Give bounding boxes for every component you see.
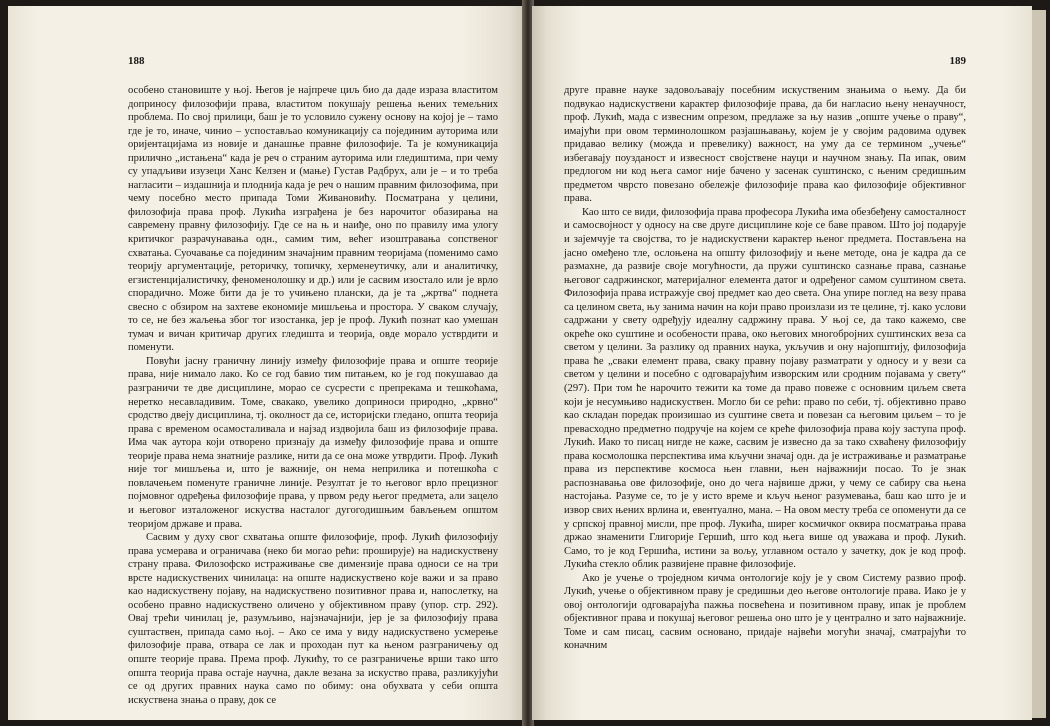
right-paragraph-3: Ако је учење о троједном кичма онтологије коју је у свом Систему развио проф. Лукић, учење о објективном праву је средишњи део његове онтологије права. Иако је у овој онтологији одговарајућа пажња посвећена и позитивном праву, ипак је проблем објективног права и покушај његовог решења оно што је у централно и зато најважније. Томе и сам писац, сасвим основано, придаје највећи могући значај, сматрајући то коначним <box>564 572 966 652</box>
left-paragraph-3: Сасвим у духу свог схватања опште филозофије, проф. Лукић филозофију права усмерава и ограничава (неко би могао рећи: проширује) на надискуствену страну права. Филозофско истраживање све димензије права односи се на три врсте надискуствених чинилаца: на опште надискуствено које важи и за право као надискуствену појаву, на надискуствено позитивног права и, напослетку, на особено правно надискуствено оличено у објективном праву (упор. стр. 292). Овај трећи чинилац је, разумљиво, најзначајнији, јер је за филозофију права суштаствен, припада само њој. – Ако се има у виду надискуствено усмерење филозофије права, отвара се лак и проходан пут ка њеном разграничењу од опште теорије права. Према проф. Лукићу, то се разграничење врши тако што општа теорија права остаје научна, дакле везана за искуство права, разликујући се од других правних наука само по обиму: она обухвата у себи општа искуствена знања о праву, док се <box>128 532 498 706</box>
left-paragraph-2: Повући јасну граничну линију између филозофије права и опште теорије права, није нимало лако. Ко се год бавио тим питањем, ко је год покушавао да разграничи те две дисциплине, морао се сусрести с препрекама и тешкоћама, неретко несавладивим. Томе, свакако, увелико доприноси природно, „крвно“ сродство двеју дисциплина, тј. околност да се, историјски гледано, општа теорија права с временом осамосталивала и најзад издвојила баш из филозофије права. Има чак аутора који отворено признају да између филозофије права и опште теорије права нема знатније разлике, нити да се она може утврдити. Проф. Лукић није тог мишљења и, што је важније, он нема неприлика и потешкоћа с повлачењем поменуте граничне линије. Резултат је то његовог врло прецизног појмовног одређења филозофије права, у првом реду његог предмета, али зацело и његовог изталоженог искуства насталог дугогодишњим бављењем општом теоријом државе и права. <box>128 355 498 530</box>
left-page <box>8 6 524 720</box>
right-paragraph-1: друге правне науке задовољавају посебним искуственим знањима о њему. Да би подвукао надискуствени карактер филозофије права, да би нагласио њену ненаучност, проф. Лукић, мада с извесним опрезом, предлаже за њу назив „опште учење о праву“, имајући при овом терминолошком разјашњавању, којем је у својим радовима одувек придавао велику (можда и превелику) важност, на уму да се термином „учење“ избегавају поузданост и извесност својствене науци и научном знању. Па ипак, овим предлогом ни код њега самог није бачено у засенак суштинско, с њеним средишњим предметом чврсто повезано обележје филозофије права као филозофије објективног права. <box>564 85 966 205</box>
right-page <box>532 6 1032 720</box>
page-number-left: 188 <box>128 55 145 67</box>
left-paragraph-1: особено становиште у њој. Његов је најпрече циљ био да даде израза властитом доприносу филозофији права, властитом покушају решења њених темељних проблема. По свој прилици, баш је то условило сужену основу на којој је – тамо где је то, иначе, чинио – успостављао комуникацију са појединим ауторима или оријентацијама из новије и данашње правне филозофије. Та је комуникација прилично „истањена“ када је реч о страним ауторима или гледиштима, при чему су упадљиви изузеци Ханс Келзен и (мање) Густав Радбрух, али је – и то треба нагласити – издашнија и плоднија када је реч о нашим правним филозофима, при чему посебно место припада Томи Живановићу. Посматрана у целини, филозофија права проф. Лукића изграђена је без нарочитог обазирања на савремену правну филозофију. Где се на њ и наиђе, оно по правилу има улогу критичког разрачунавања одн., самим тим, већег изоштравања сопственог схватања. Суочавање са појединим значајним правним теоријама (поменимо само теорију аргументације, реторичку, топичку, херменеутичку, али и аналитичку, егзистенцијалистичку, феноменолошку и др.) или је сасвим изостало или је врло спорадично. Може бити да је то учињено плански, да је та „жртва“ поднета свесно с обзиром на захтеве економије мишљења и простора. У сваком случају, то се, не без жаљења због тог изостанка, јер је проф. Лукић познат као умешан тумач и вичан критичар других гледишта и теорија, овде морало устврдити и поменути. <box>128 85 498 354</box>
right-paragraph-2: Као што се види, филозофија права професора Лукића има обезбеђену самосталност и самосвојност у односу на све друге дисциплине које се баве правом. Што јој подарује и зајемчује та својства, то је надискуствени карактер њеног предмета. Постављена на јасно омеђено тле, ослоњена на општу филозофију и њене методе, она је кадра да се размахне, да развије своје могућности, да пружи суштинско сазнање права, сазнање његовог садржинског, материјалног елемента датог и одређеног самом суштином света. Филозофија права истражује свој предмет као део света. Она упире поглед на везу права са целином света, њу занима начин на који право произлази из те целине, тј. како услови садржани у свету одређују идеалну садржину права. У њој се, да тако кажемо, све окреће око суштине и особености права, око његових многобројних суштинских веза са светом у целини. За разлику од правних наука, укључив и ону најопштију, филозофија права ће „сваки елемент права, сваку правну појаву разматрати у односу и у вези са светом у целини и посебно с одговарајућим изворским или сродним појавама у свету“ (297). При том ће нарочито тежити ка томе да право повеже с основним циљем света који је несумњиво надискуствен. Могло би се рећи: право по себи, тј. објективно право као складан поредак произишао из суштине света и повезан са његовим циљем – то је превасходно предметно подручје на којем се креће филозофија права коју заступа проф. Лукић. Иако то писац нигде не каже, сасвим је извесно да за тако схваћену филозофију права космолошка перспектива има кључни значај одн. да је истраживање и разматрање права из перспективе космоса њен главни, њен најважнији посао. То је знак распознавања ове филозофије, оно до чега највише држи, у чему се сабиру сва њена настојања. Разуме се, то је у исто време и кључ њеног разумевања, баш као што је и извор свих њених врлина и, евентуално, мана. – На овом месту треба се опоменути да се у српској правној мисли, пре проф. Лукића, ширег космичког оквира посматрања права држао знаменити Глигорије Гершић, што код њега више од уважава и проф. Лукић. Само, то је код Гершића, истини за вољу, углавном остало у зачетку, док је код проф. Лукића стекло облик развијене правне филозофије. <box>564 206 966 571</box>
page-edges <box>1032 10 1046 718</box>
page-number-right: 189 <box>949 55 966 67</box>
